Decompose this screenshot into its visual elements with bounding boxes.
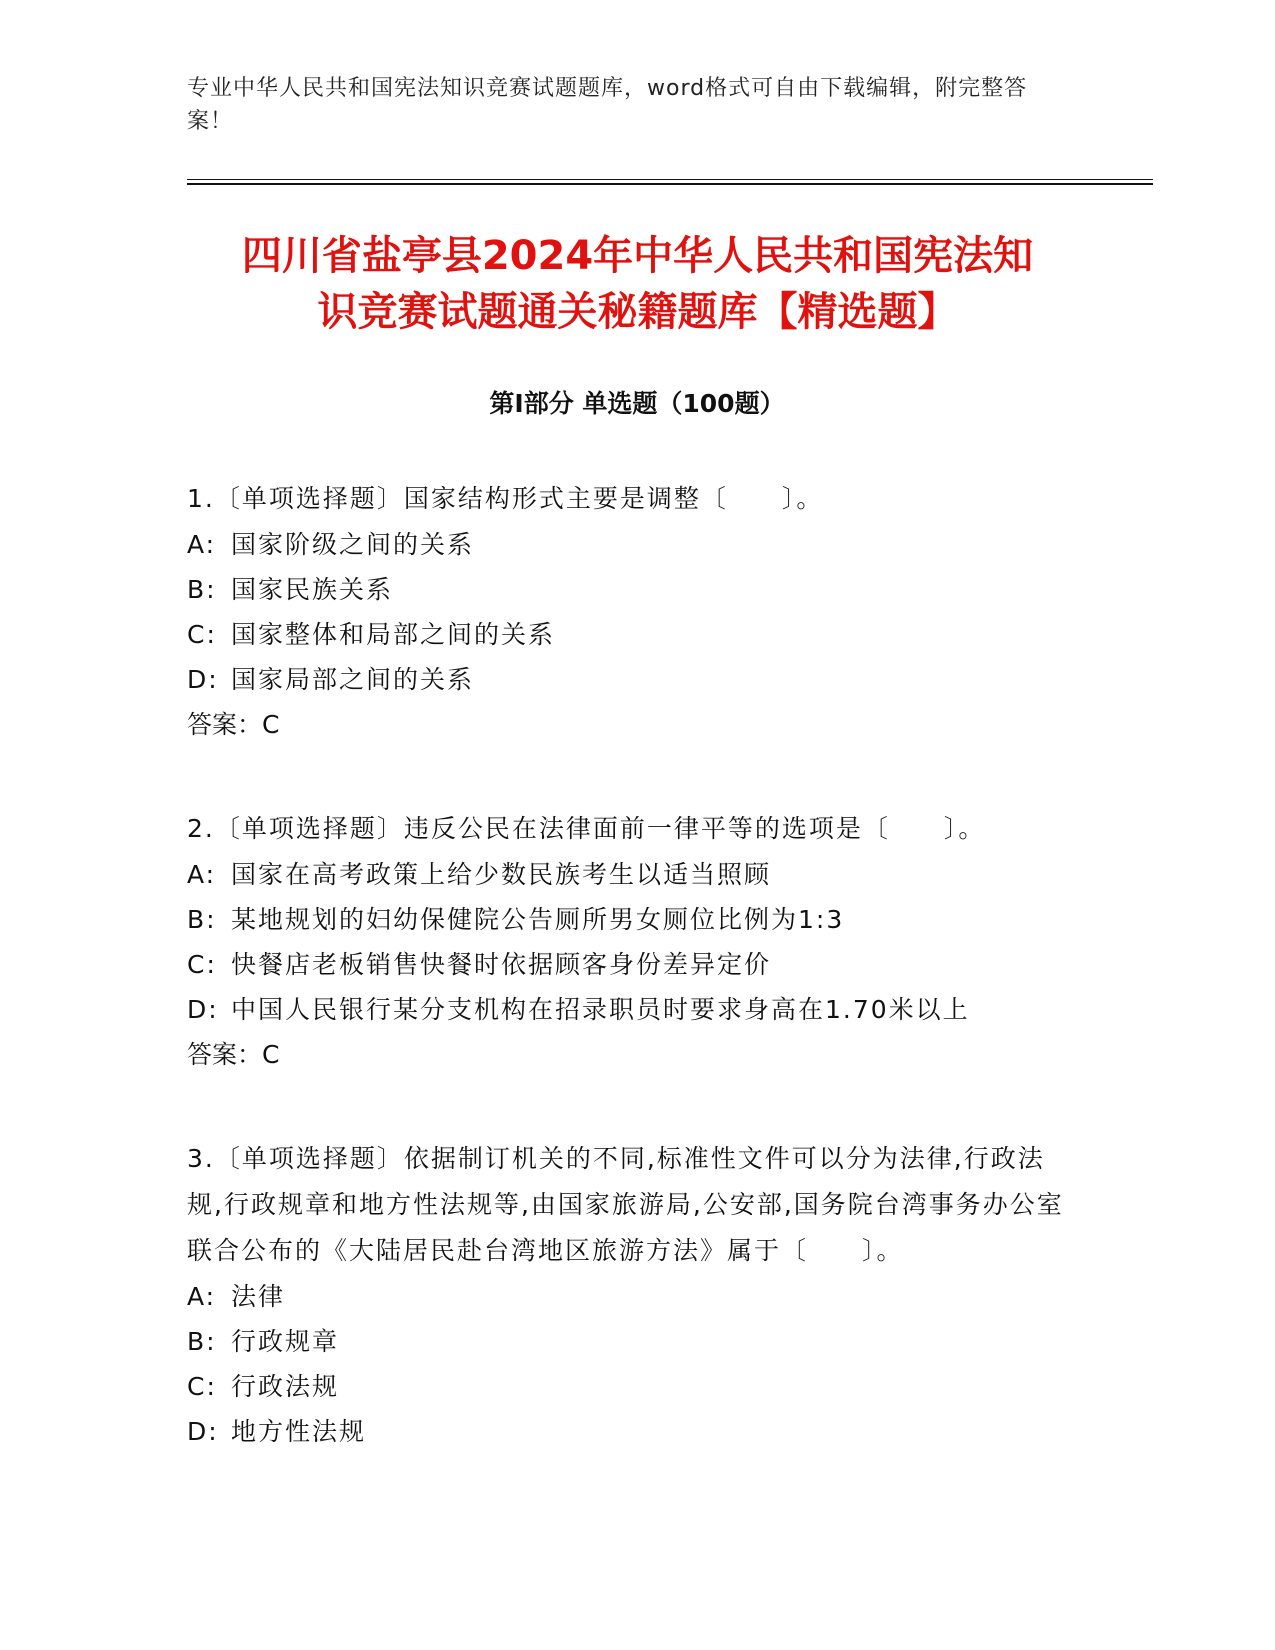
- option-text: 国家在高考政策上给少数民族考生以适当照顾: [231, 860, 772, 889]
- option-text: 行政法规: [231, 1372, 340, 1401]
- option-key: B:: [187, 905, 217, 934]
- option-key: C:: [187, 950, 217, 979]
- document-title: [150, 228, 1125, 340]
- option-text: 地方性法规: [231, 1417, 367, 1446]
- option-b: [187, 897, 1067, 942]
- option-text: 国家阶级之间的关系: [231, 530, 475, 559]
- header-note: 专业中华人民共和国宪法知识竞赛试题题库，word格式可自由下载编辑，附完整答案！: [187, 76, 1028, 134]
- header-rule-thick: [187, 183, 1153, 185]
- option-key: B:: [187, 1327, 217, 1356]
- option-text: 国家民族关系: [231, 575, 394, 604]
- answer-line: 答案：C: [187, 710, 280, 739]
- option-text: 某地规划的妇幼保健院公告厕所男女厕位比例为1:3: [231, 905, 845, 934]
- question-2: [187, 806, 1067, 1078]
- option-text: 快餐店老板销售快餐时依据顾客身份差异定价: [231, 950, 772, 979]
- option-text: 中国人民银行某分支机构在招录职员时要求身高在1.70米以上: [231, 995, 970, 1024]
- option-key: D:: [187, 665, 219, 694]
- option-key: D:: [187, 995, 219, 1024]
- option-b: [187, 567, 1067, 612]
- option-key: A:: [187, 1282, 217, 1311]
- option-key: B:: [187, 575, 217, 604]
- document-title-line-1: 四川省盐亭县2024年中华人民共和国宪法知: [241, 233, 1034, 279]
- option-c: [187, 1364, 1067, 1409]
- option-a: [187, 1274, 1067, 1319]
- option-c: [187, 942, 1067, 987]
- option-a: [187, 522, 1067, 567]
- option-b: [187, 1319, 1067, 1364]
- option-text: 行政规章: [231, 1327, 340, 1356]
- option-text: 国家局部之间的关系: [231, 665, 475, 694]
- option-d: [187, 987, 1067, 1032]
- section-title: 第Ⅰ部分 单选题（100题）: [489, 389, 785, 418]
- document-title-line-2: 识竞赛试题通关秘籍题库【精选题】: [317, 289, 958, 335]
- option-key: D:: [187, 1417, 219, 1446]
- question-stem: 3.〔单项选择题〕依据制订机关的不同,标准性文件可以分为法律,行政法规,行政规章和地方性法规等,由国家旅游局,公安部,国务院台湾事务办公室联合公布的《大陆居民赴台湾地区旅游方法》属于〔 〕。: [187, 1144, 1064, 1265]
- option-text: 法律: [231, 1282, 286, 1311]
- option-key: C:: [187, 1372, 217, 1401]
- option-key: A:: [187, 530, 217, 559]
- option-text: 国家整体和局部之间的关系: [231, 620, 556, 649]
- option-c: [187, 612, 1067, 657]
- question-stem: 1.〔单项选择题〕国家结构形式主要是调整〔 〕。: [187, 484, 824, 513]
- question-3: [187, 1136, 1067, 1454]
- question-stem: 2.〔单项选择题〕违反公民在法律面前一律平等的选项是〔 〕。: [187, 814, 986, 843]
- question-list: [187, 476, 1067, 1512]
- answer-line: 答案：C: [187, 1040, 280, 1069]
- option-key: C:: [187, 620, 217, 649]
- option-d: [187, 657, 1067, 702]
- option-a: [187, 852, 1067, 897]
- option-key: A:: [187, 860, 217, 889]
- header-rule-thin: [187, 179, 1153, 180]
- option-d: [187, 1409, 1067, 1454]
- question-1: [187, 476, 1067, 748]
